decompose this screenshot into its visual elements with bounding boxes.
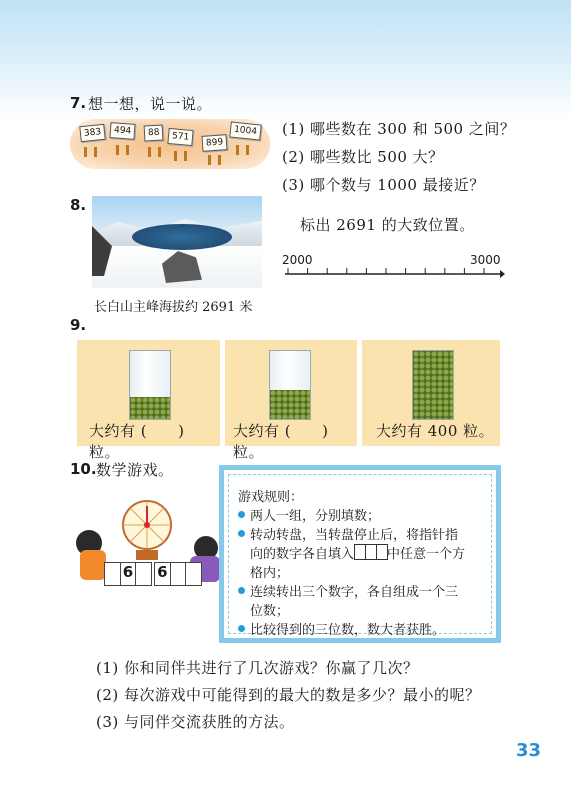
bullet <box>238 587 245 594</box>
game-rules-box <box>219 465 501 643</box>
number-line-start-label: 2000 <box>282 253 313 267</box>
rule-3-line-2: 位数； <box>250 604 290 619</box>
q9-panel-2 <box>225 340 357 461</box>
q9-panel-1 <box>77 340 220 461</box>
bullet <box>238 530 245 537</box>
q9-number: 9. <box>70 316 87 334</box>
rules-heading: 游戏规则： <box>238 490 304 505</box>
number-card: 494 <box>109 122 135 140</box>
rule-2-line-1: 转动转盘，当转盘停止后，将指针指 <box>250 528 459 543</box>
q9-panel-3 <box>362 340 500 446</box>
bullet <box>238 511 245 518</box>
q9-label-1: 大约有 ( ) 粒。 <box>89 422 185 461</box>
changbai-mountain-photo <box>92 196 262 288</box>
q8-caption: 长白山主峰海拔约 2691 米 <box>94 300 253 315</box>
q10-number: 10. <box>70 460 97 478</box>
rule-3-line-1: 连续转出三个数字，各自组成一个三 <box>250 585 459 600</box>
number-card: 383 <box>79 124 106 143</box>
beans-fill <box>270 390 310 419</box>
q7-title: 想一想，说一说。 <box>88 95 213 113</box>
number-card: 88 <box>144 125 164 142</box>
spinner-wheel <box>120 498 174 552</box>
q10-question-1: (1) 你和同伴共进行了几次游戏？你赢了几次？ <box>96 659 419 677</box>
player-card-left <box>104 562 152 586</box>
card-digit: 6 <box>155 563 171 585</box>
number-line-end-label: 3000 <box>470 253 501 267</box>
rule-1: 两人一组，分别填数； <box>250 509 381 524</box>
page-number: 33 <box>515 740 541 761</box>
q8-instruction: 标出 2691 的大致位置。 <box>300 216 475 234</box>
q7-number-cards-illustration <box>70 119 270 169</box>
rule-2-line-3: 格内； <box>250 566 290 581</box>
bean-jar <box>129 350 171 420</box>
beans-fill <box>130 397 170 419</box>
rule-4: 比较得到的三位数，数大者获胜。 <box>250 623 446 638</box>
q10-question-3: (3) 与同伴交流获胜的方法。 <box>96 713 295 731</box>
q7-question-2: (2) 哪些数比 500 大？ <box>282 148 444 166</box>
q9-label-2: 大约有 ( ) 粒。 <box>233 422 329 461</box>
bullet <box>238 625 245 632</box>
q9-label-3: 大约有 400 粒。 <box>376 422 495 440</box>
player-card-right <box>154 562 202 586</box>
rule-2-line-2: 向的数字各自填入 中任意一个方 <box>250 543 465 562</box>
q8-number: 8. <box>70 196 87 214</box>
bean-jar <box>412 350 454 420</box>
card-digit: 6 <box>121 563 137 585</box>
q7-number: 7. <box>70 94 87 112</box>
bean-jar <box>269 350 311 420</box>
number-card: 899 <box>201 134 227 152</box>
number-card: 1004 <box>229 121 261 140</box>
q7-question-3: (3) 哪个数与 1000 最接近？ <box>282 176 485 194</box>
beans-fill <box>413 351 453 419</box>
game-illustration <box>76 490 216 610</box>
q10-question-2: (2) 每次游戏中可能得到的最大的数是多少？最小的呢？ <box>96 686 481 704</box>
q10-title: 数学游戏。 <box>96 461 174 479</box>
q7-question-1: (1) 哪些数在 300 和 500 之间？ <box>282 120 516 138</box>
number-card: 571 <box>167 128 193 146</box>
